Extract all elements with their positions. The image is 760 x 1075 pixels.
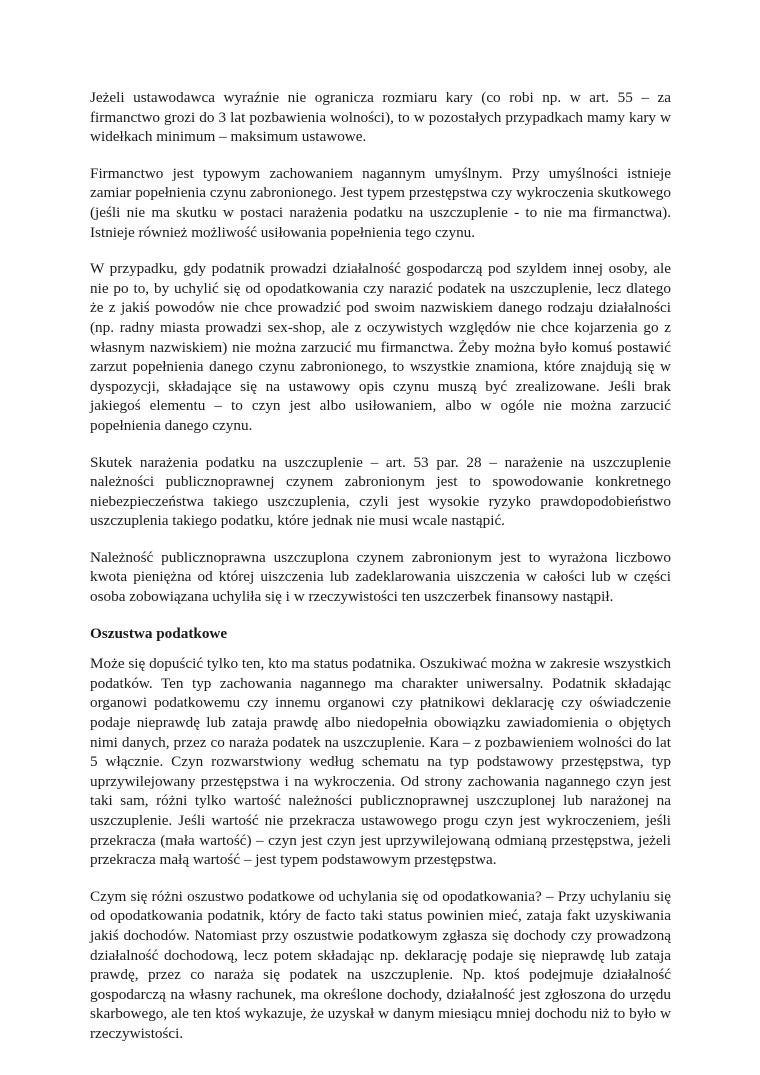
paragraph-business-under-other-name: W przypadku, gdy podatnik prowadzi działalność gospodarczą pod szyldem innej osoby, ale nie po to, by uchylić się od opodatkowania czy narazić podatek na uszczuplenie, lecz dlatego że z jakiś powodów nie chce prowadzić pod swoim nazwiskiem danego rodzaju działalności (np. radny miasta prowadzi sex-shop, ale z oczywistych względów nie chce kojarzenia go z własnym nazwiskiem) nie można zarzucić mu firmanctwa. Żeby można było komuś postawić zarzut popełnienia danego czynu zabronionego, to wszystkie znamiona, które znajdują się w dyspozycji, składające się na ustawowy opis czynu muszą być zrealizowane. Jeśli brak jakiegoś elementu – to czyn jest albo usiłowaniem, albo w ogóle nie można zarzucić popełnienia danego czynu. [90,260,671,434]
paragraph-tax-fraud-definition: Może się dopuścić tylko ten, kto ma status podatnika. Oszukiwać można w zakresie wszystkich podatków. Ten typ zachowania nagannego ma charakter uniwersalny. Podatnik składając organowi podatkowemu czy innemu organowi czy płatnikowi deklarację czy oświadczenie podaje nieprawdę lub zataja prawdę albo niedopełnia obowiązku zawiadomienia o objętych nimi danych, przez co naraża podatek na uszczuplenie. Kara – z pozbawieniem wolności do lat 5 włącznie. Czyn rozwarstwiony według schematu na typ podstawowy przestępstwa, typ uprzywilejowany przestępstwa i na wykroczenia. Od strony zachowania nagannego czyn jest taki sam, różni tylko wartość należności publicznoprawnej uszczuplonej lub narażonej na uszczuplenie. Jeśli wartość nie przekracza ustawowego progu czyn jest wykroczeniem, jeśli przekracza (mała wartość) – czyn jest czyn jest uprzywilejowaną odmianą przestępstwa, jeżeli przekracza małą wartość – jest typem podstawowym przestępstwa. [90,655,671,869]
paragraph-public-receivable: Należność publicznoprawna uszczuplona czynem zabronionym jest to wyrażona liczbowo kwota pieniężna od której uiszczenia lub zadeklarowania uiszczenia w całości lub w części osoba zobowiązana uchyliła się i w rzeczywistości ten uszczerbek finansowy nastąpił. [90,548,671,606]
paragraph-firmanctwo-intent: Firmanctwo jest typowym zachowaniem nagannym umyślnym. Przy umyślności istnieje zamiar popełnienia czynu zabronionego. Jest typem przestępstwa czy wykroczenia skutkowego (jeśli nie ma skutku w postaci narażenia podatku na uszczuplenie - to nie ma firmanctwa). Istnieje również możliwość usiłowania popełnienia tego czynu. [90,164,671,241]
paragraph-penalty-range: Jeżeli ustawodawca wyraźnie nie ogranicza rozmiaru kary (co robi np. w art. 55 – za firmanctwo grozi do 3 lat pozbawienia wolności), to w pozostałych przypadkach mamy kary w widełkach minimum – maksimum ustawowe. [90,89,671,146]
document-body [90,88,671,1061]
section-heading: Oszustwa podatkowe [90,624,228,642]
paragraph-tax-exposure-effect: Skutek narażenia podatku na uszczuplenie – art. 53 par. 28 – narażenie na uszczuplenie należności publicznoprawnej czynem zabronionym jest to spowodowanie konkretnego niebezpieczeństwa takiego uszczuplenia, czyli jest wysokie ryzyko prawdopodobieństwo uszczuplenia takiego podatku, które jednak nie musi wcale nastąpić. [90,453,671,530]
paragraph-fraud-vs-evasion: Czym się różni oszustwo podatkowe od uchylania się od opodatkowania? – Przy uchylaniu się od opodatkowania podatnik, który de facto taki status powinien mieć, zataja fakt uzyskiwania jakiś dochodów. Natomiast przy oszustwie podatkowym zgłasza się dochody czy prowadzoną działalność dochodową, lecz potem składając np. deklarację podaje się nieprawdę lub zataja prawdę, przez co naraża się podatek na uszczuplenie. Np. ktoś podejmuje działalność gospodarczą na własny rachunek, ma określone dochody, działalność jest zgłoszona do urzędu skarbowego, ale ten ktoś wykazuje, że uzyskał w danym miesiącu mniej dochodu niż to było w rzeczywistości. [90,887,671,1042]
